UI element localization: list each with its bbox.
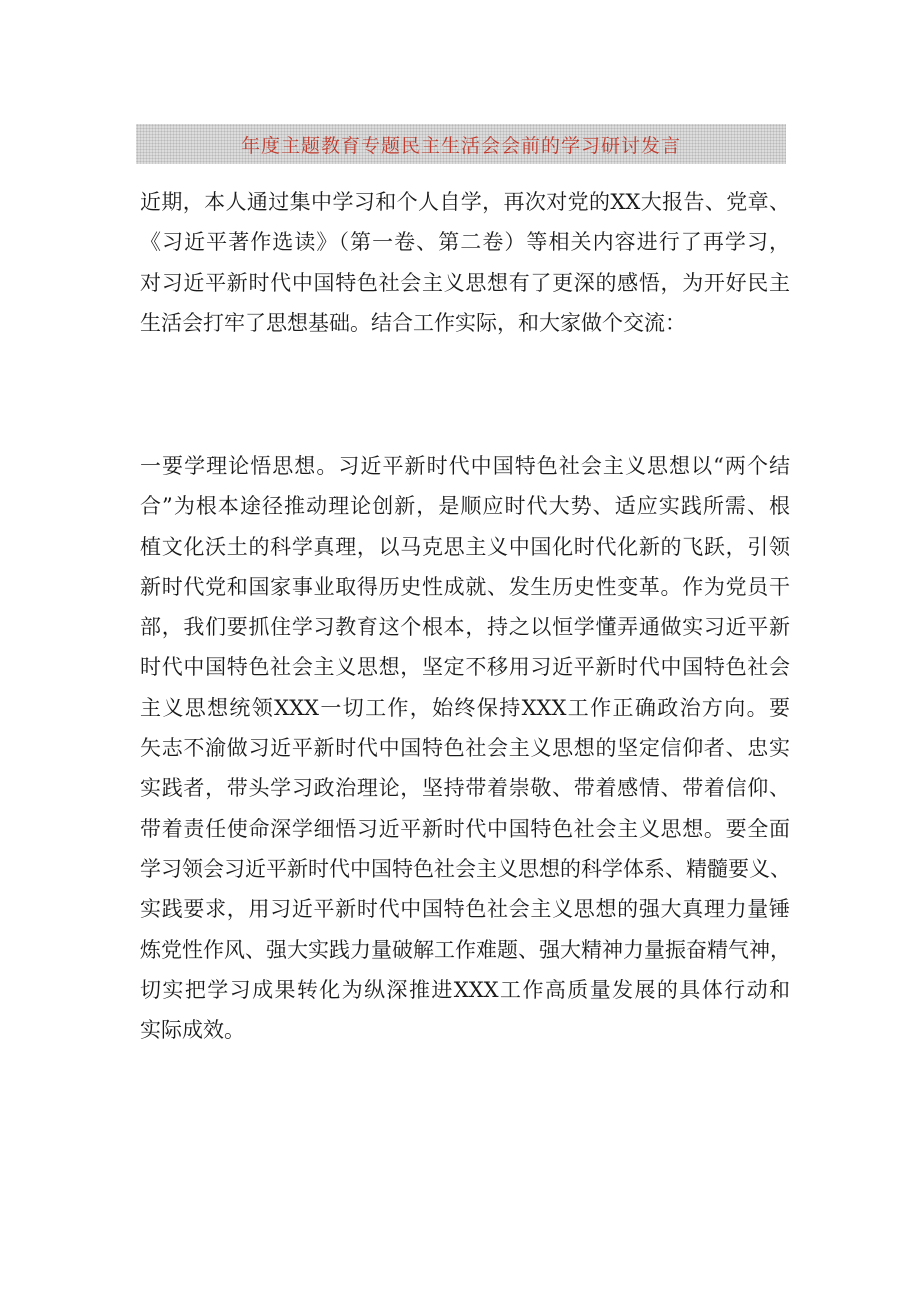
paragraph-line: 带着责任使命深学细悟习近平新时代中国特色社会主义思想。要全面	[140, 816, 790, 841]
paragraph-line: 近期，本人通过集中学习和个人自学，再次对党的XX大报告、党章、	[140, 190, 790, 214]
paragraph-line: 炼党性作风、强大实践力量破解工作难题、强大精神力量振奋精气神，	[140, 937, 791, 962]
paragraph-study-theory	[140, 446, 790, 1050]
paragraph-line: 时代中国特色社会主义思想，坚定不移用习近平新时代中国特色社会	[140, 655, 790, 680]
paragraph-line: 部，我们要抓住学习教育这个根本，持之以恒学懂弄通做实习近平新	[140, 615, 790, 640]
paragraph-line: 主义思想统领XXX一切工作，始终保持XXX工作正确政治方向。要	[140, 695, 790, 720]
paragraph-line: 实践者，带头学习政治理论，坚持带着崇敬、带着感情、带着信仰、	[140, 776, 790, 801]
paragraph-line: 植文化沃土的科学真理，以马克思主义中国化时代化新的飞跃，引领	[140, 534, 790, 559]
paragraph-line: 切实把学习成果转化为纵深推进XXX工作高质量发展的具体行动和	[140, 977, 790, 1002]
paragraph-line: 《习近平著作选读》（第一卷、第二卷）等相关内容进行了再学习，	[140, 230, 790, 255]
document-title: 年度主题教育专题民主生活会会前的学习研讨发言	[240, 134, 681, 157]
paragraph-line: 生活会打牢了思想基础。结合工作实际，和大家做个交流：	[140, 310, 686, 335]
paragraph-line: 对习近平新时代中国特色社会主义思想有了更深的感悟，为开好民主	[140, 270, 790, 295]
paragraph-line: 一要学理论悟思想。习近平新时代中国特色社会主义思想以“两个结	[140, 454, 790, 478]
paragraph-line: 学习领会习近平新时代中国特色社会主义思想的科学体系、精髓要义、	[140, 856, 791, 881]
paragraph-intro	[140, 182, 790, 343]
paragraph-line: 矢志不渝做习近平新时代中国特色社会主义思想的坚定信仰者、忠实	[140, 736, 790, 761]
title-banner	[136, 124, 786, 164]
paragraph-line: 合”为根本途径推动理论创新，是顺应时代大势、适应实践所需、根	[140, 494, 790, 519]
paragraph-line: 实际成效。	[140, 1018, 245, 1043]
paragraph-line: 新时代党和国家事业取得历史性成就、发生历史性变革。作为党员干	[140, 574, 790, 599]
paragraph-line: 实践要求，用习近平新时代中国特色社会主义思想的强大真理力量锤	[140, 897, 790, 922]
